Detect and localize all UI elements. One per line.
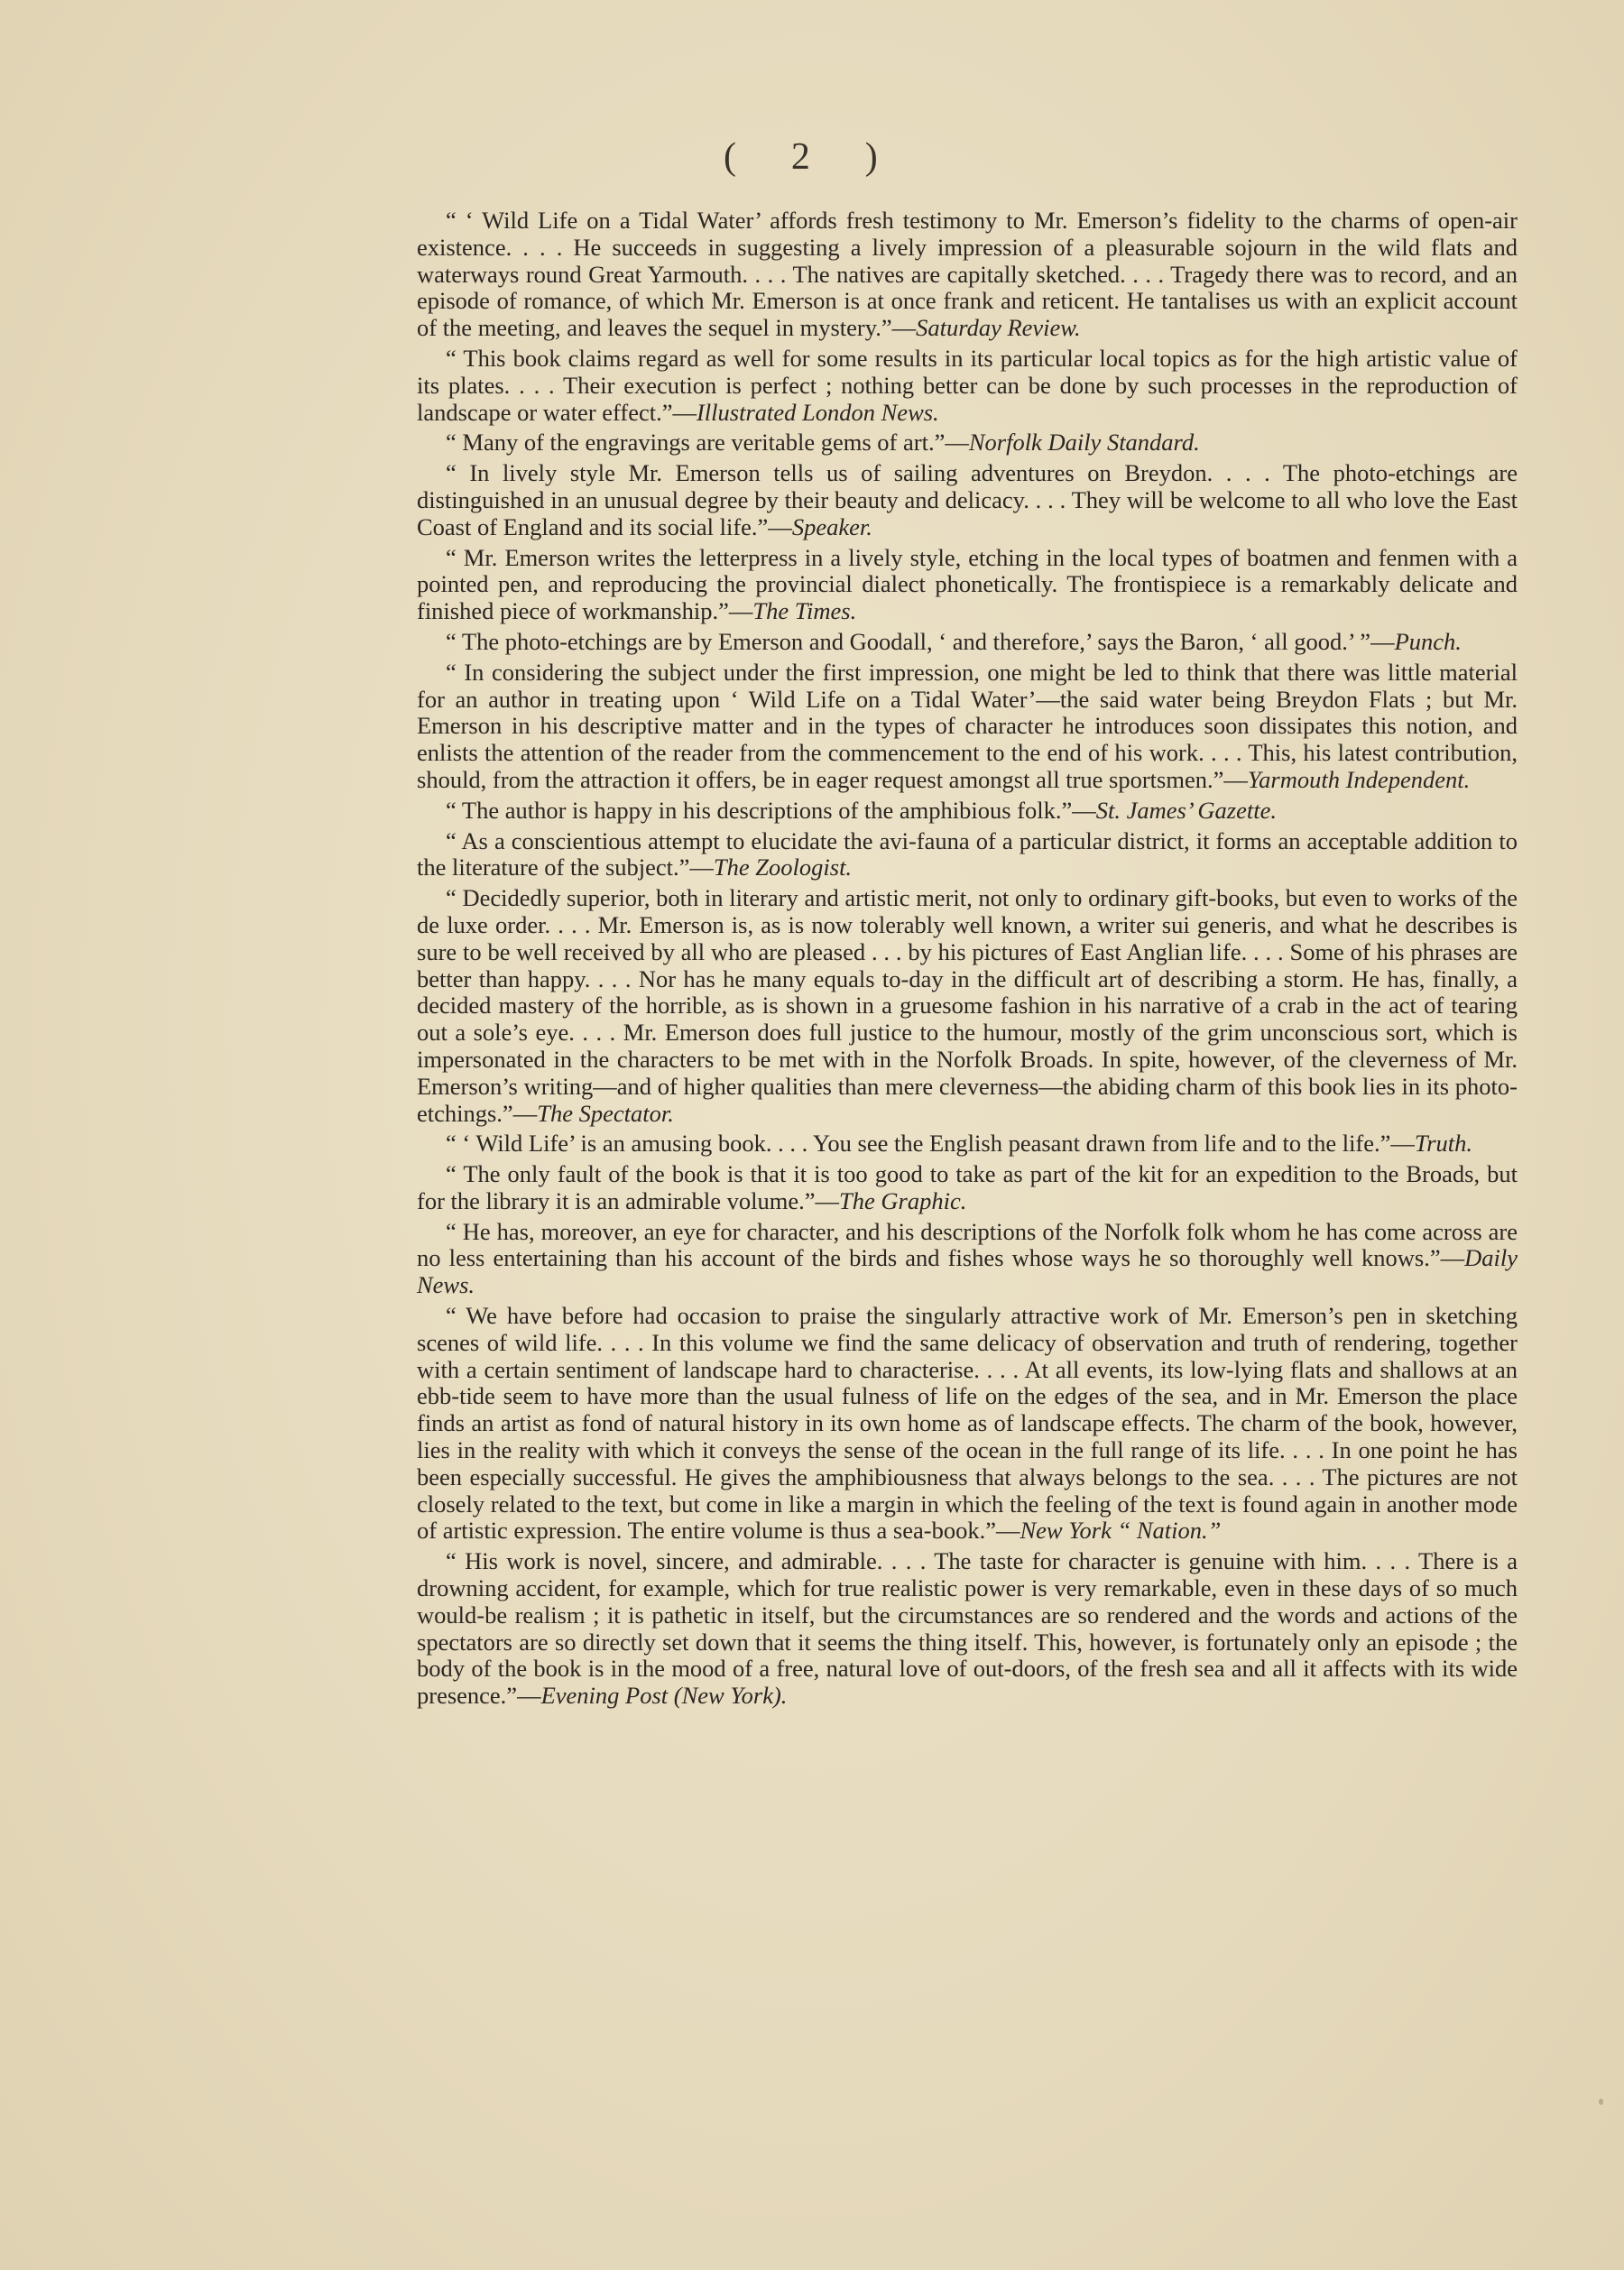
review-source: Daily News. [417, 1244, 1518, 1299]
review-source: Norfolk Daily Standard. [968, 429, 1200, 457]
review-truth [417, 1130, 1518, 1158]
review-source: St. James’ Gazette. [1095, 796, 1277, 824]
review-source: Speaker. [791, 512, 872, 540]
press-notices [417, 208, 1518, 1713]
review-speaker [417, 460, 1518, 540]
review-text: “ This book claims regard as well for some results in its particular local topics as for the high artistic value of its plates. . . . Their execution is perfect ; nothing better can be done by such processes in the reproduction of landscape or water effect.”— [417, 344, 1518, 426]
review-source: Illustrated London News. [696, 398, 939, 426]
review-the-zoologist [417, 828, 1518, 882]
review-illustrated-london-news [417, 346, 1518, 426]
review-text: “ We have before had occasion to praise the singularly attractive work of Mr. Emerson’s pen in sketching scenes of wild life. . . . In this volume we find the same delicacy of observation and truth of rendering, together with a certain sentiment of landscape hard to characterise. . . . At all events, its low-lying flats and shallows at an ebb-tide seem to have more than the usual fulness of life on the edges of the sea, and in Mr. Emerson the place finds an artist as fond of natural history in its own home as of landscape effects. The charm of the book, however, lies in the reality with which it conveys the sense of the ocean in the full range of its life. . . . In one point he has been especially successful. He gives the amphibiousness that always belongs to the sea. . . . The pictures are not closely related to the text, but come in like a margin in which the feeling of the text is found again in another mode of artistic expression. The entire volume is thus a sea-book.”— [417, 1302, 1518, 1545]
review-text: “ Decidedly superior, both in literary and artistic merit, not only to ordinary gift-books, but even to works of the de luxe order. . . . Mr. Emerson is, as is now tolerably well known, a writer sui generis, and what he describes is sure to be well received by all who are pleased . . . by his pictures of East Anglian life. . . . Some of his phrases are better than happy. . . . Nor has he many equals to-day in the difficult art of describing a storm. He has, finally, a decided mastery of the horrible, as is shown in a gruesome fashion in his narrative of a crab in the act of tearing out a sole’s eye. . . . Mr. Emerson does full justice to the humour, mostly of the grim unconscious sort, which is impersonated in the characters to be met with in the Norfolk Broads. In spite, however, of the cleverness of Mr. Emerson’s writing—and of higher qualities than mere cleverness—the abiding charm of this book lies in its photo-etchings.”— [417, 884, 1518, 1127]
review-source: Saturday Review. [916, 314, 1081, 342]
review-norfolk-daily-standard [417, 429, 1518, 457]
review-text: “ ‘ Wild Life’ is an amusing book. . . . You see the English peasant drawn from life and to the life.”— [446, 1130, 1415, 1158]
review-text: “ As a conscientious attempt to elucidate the avi-fauna of a particular district, it forms an acceptable addition to the literature of the subject.”— [417, 826, 1518, 881]
review-source: The Times. [752, 597, 857, 625]
review-punch [417, 629, 1518, 656]
review-the-graphic [417, 1161, 1518, 1215]
review-source: Punch. [1394, 627, 1462, 655]
review-saturday-review [417, 208, 1518, 342]
review-text: “ The photo-etchings are by Emerson and Goodall, ‘ and therefore,’ says the Baron, ‘ all good.’ ”— [446, 627, 1395, 655]
review-source: Evening Post (New York). [540, 1682, 788, 1710]
review-yarmouth-independent [417, 660, 1518, 794]
review-text: “ The only fault of the book is that it is too good to take as part of the kit for an expedition to the Broads, but for the library it is an admirable volume.”— [417, 1160, 1518, 1214]
review-the-spectator [417, 885, 1518, 1127]
review-text: “ The author is happy in his descriptions of the amphibious folk.”— [446, 796, 1096, 824]
review-source: The Spectator. [537, 1099, 674, 1127]
review-text: “ ‘ Wild Life on a Tidal Water’ affords fresh testimony to Mr. Emerson’s fidelity to the charms of open-air existence. . . . He succeeds in suggesting a lively impression of a pleasurable sojourn in the wild flats and waterways round Great Yarmouth. . . . The natives are capitally sketched. . . . Tragedy there was to record, and an episode of romance, of which Mr. Emerson is at once frank and reticent. He tantalises us with an explicit account of the meeting, and leaves the sequel in mystery.”— [417, 207, 1518, 342]
review-daily-news [417, 1219, 1518, 1299]
review-text: “ He has, moreover, an eye for character, and his descriptions of the Norfolk folk whom he has come across are no less entertaining than his account of the birds and fishes whose ways he so thoroughly well knows.”— [417, 1217, 1518, 1272]
review-text: “ Many of the engravings are veritable gems of art.”— [446, 429, 969, 457]
page-number: ( 2 ) [724, 136, 900, 178]
review-new-york-nation [417, 1303, 1518, 1545]
review-source: Truth. [1414, 1130, 1472, 1158]
paper-speck [1599, 2099, 1603, 2105]
review-st-james-gazette [417, 798, 1518, 825]
review-source: The Graphic. [839, 1186, 967, 1214]
review-the-times [417, 545, 1518, 625]
review-text: “ His work is novel, sincere, and admirable. . . . The taste for character is genuine with him. . . . There is a drowning accident, for example, which for true realistic power is very remarkable, even in these days of so much would-be realism ; it is pathetic in itself, but the circumstances are so rendered and the words and actions of the spectators are so directly set down that it seems the thing itself. This, however, is fortunately only an episode ; the body of the book is in the mood of a free, natural love of out-doors, of the fresh sea and all it affects with its wide presence.”— [417, 1547, 1518, 1710]
review-text: “ Mr. Emerson writes the letterpress in a lively style, etching in the local types of boatmen and fenmen with a pointed pen, and reproducing the provincial dialect phonetically. The frontispiece is a remarkably delicate and finished piece of workmanship.”— [417, 543, 1518, 625]
review-source: The Zoologist. [713, 854, 853, 881]
review-evening-post [417, 1548, 1518, 1710]
review-text: “ In lively style Mr. Emerson tells us of sailing adventures on Breydon. . . . The photo-etchings are distinguished in an unusual degree by their beauty and delicacy. . . . They will be welcome to all who love the East Coast of England and its social life.”— [417, 459, 1518, 540]
review-source: New York “ Nation.” [1020, 1517, 1222, 1545]
review-text: “ In considering the subject under the first impression, one might be led to think that there was little material for an author in treating upon ‘ Wild Life on a Tidal Water’—the said water being Breydon Flats ; but Mr. Emerson in his descriptive matter and in the types of character he introduces soon dissipates this notion, and enlists the attention of the reader from the commencement to the end of his work. . . . This, his latest contribution, should, from the attraction it offers, be in eager request amongst all true sportsmen.”— [417, 658, 1518, 793]
review-source: Yarmouth Independent. [1247, 765, 1471, 793]
